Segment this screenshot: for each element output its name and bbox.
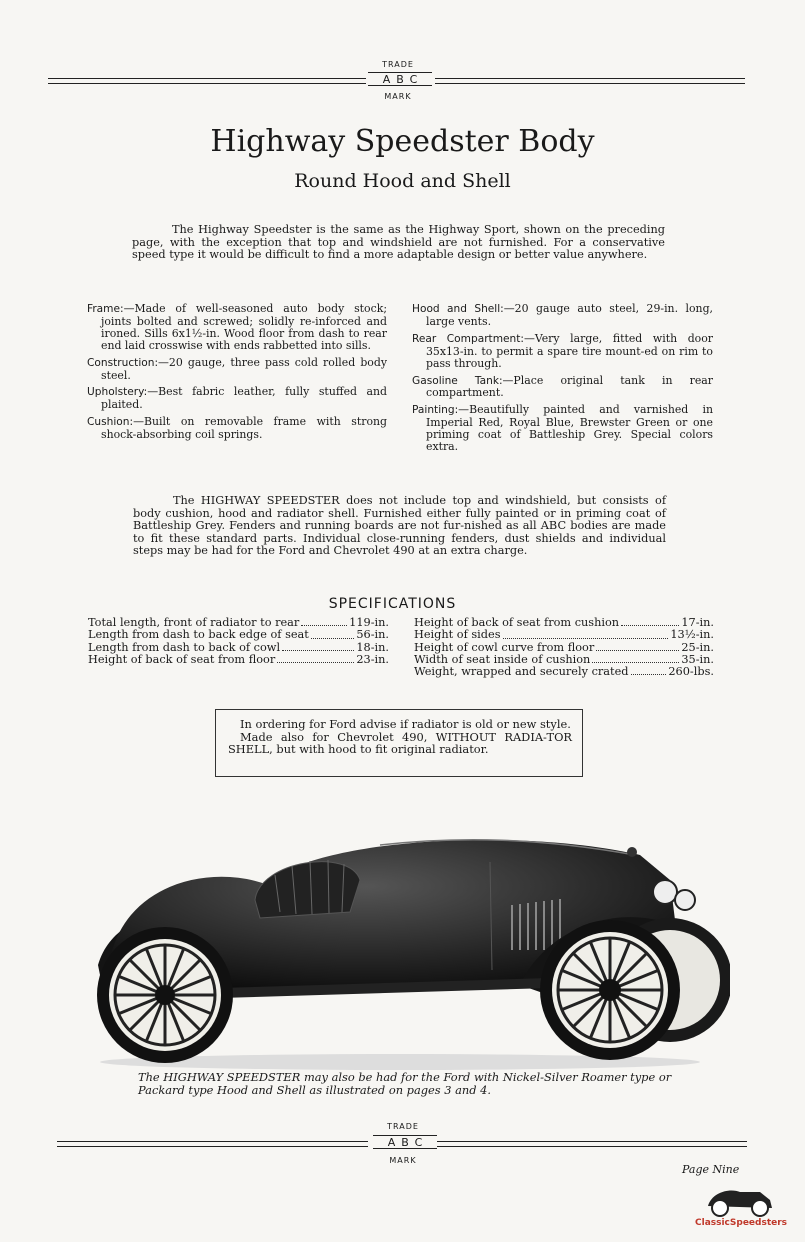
spec-label: Length from dash to back of cowl	[88, 640, 281, 654]
feature-term: Gasoline Tank:	[412, 374, 503, 387]
feature-item	[412, 404, 713, 453]
spec-value: 56-in.	[356, 628, 389, 642]
feature-term: Hood and Shell:	[412, 303, 504, 315]
feature-term: Painting:	[412, 404, 459, 417]
header-abc-logo: ABC	[368, 72, 432, 86]
spec-label: Weight, wrapped and securely crated	[414, 665, 629, 679]
spec-value: 13½-in.	[670, 628, 714, 642]
header-rule-left-bottom	[48, 83, 366, 84]
footer-rule-left-bottom	[57, 1146, 368, 1147]
spec-value: 35-in.	[681, 652, 714, 666]
ordering-note-line1: In ordering for Ford advise if radiator is old or new style.	[240, 717, 571, 731]
spec-label: Width of seat inside of cushion	[414, 652, 591, 666]
feature-item	[87, 303, 387, 352]
features-right-column	[412, 303, 713, 458]
spec-value: 119-in.	[349, 616, 389, 629]
header-rule-left-top	[48, 78, 366, 79]
header-mark-label: MARK	[384, 92, 412, 101]
spec-label: Height of back of seat from floor	[88, 652, 276, 666]
feature-text: —20 gauge auto steel, 29-in. long, large vents.	[426, 302, 713, 328]
feature-text: —Made of well-seasoned auto body stock; joints bolted and screwed; solidly re-inforced and ironed. Sills 6x1½-in. Wood floor from dash to rear end laid crosswise with ends rabbetted into sills.	[101, 302, 387, 352]
features-left-column	[87, 303, 387, 446]
speedster-illustration	[80, 800, 730, 1075]
feature-item	[87, 416, 387, 441]
header-rule-right-bottom	[435, 83, 745, 84]
watermark-text: ClassicSpeedsters	[695, 1218, 788, 1228]
footer-abc-logo: ABC	[373, 1135, 437, 1149]
header-trade-label: TRADE	[382, 60, 414, 69]
illustration-caption: The HIGHWAY SPEEDSTER may also be had for the Ford with Nickel-Silver Roamer type or Packard type Hood and Shell as illustrated on pages 3 and 4.	[138, 1070, 672, 1097]
spec-value: 17-in.	[681, 616, 714, 629]
front-wheel	[540, 920, 680, 1060]
feature-text: —20 gauge, three pass cold rolled body steel.	[101, 355, 387, 382]
feature-item	[412, 333, 713, 370]
footer-mark-label: MARK	[389, 1156, 417, 1165]
feature-term: Frame:	[87, 303, 124, 315]
spec-row	[88, 629, 389, 641]
page-number: Page Nine	[682, 1163, 740, 1176]
page-title: Highway Speedster Body	[210, 124, 595, 159]
spec-row	[88, 654, 389, 666]
footer-rule-left-top	[57, 1141, 368, 1142]
intro-paragraph	[132, 224, 665, 262]
specs-left-list	[88, 617, 389, 666]
spec-value: 23-in.	[356, 652, 389, 666]
spec-row	[414, 629, 714, 641]
watermark-car-icon	[700, 1180, 780, 1218]
spec-label: Height of cowl curve from floor	[414, 640, 595, 654]
spec-label: Height of back of seat from cushion	[414, 616, 620, 629]
footer-rule-right-bottom	[437, 1146, 747, 1147]
feature-term: Rear Compartment:	[412, 332, 524, 345]
feature-item	[412, 303, 713, 328]
feature-text: —Beautifully painted and varnished in Imperial Red, Royal Blue, Brewster Green or one priming coat of Battleship Grey. Special colors extra.	[426, 403, 713, 454]
intro-text: The Highway Speedster is the same as the Highway Sport, shown on the preceding page, with the exception that top and windshield are not furnished. For a conservative speed type it would be difficult to find a more adaptable design or better value anywhere.	[132, 223, 665, 262]
spec-value: 18-in.	[356, 640, 389, 654]
feature-text: —Very large, fitted with door 35x13-in. to permit a spare tire mount-ed on rim to pass through.	[426, 331, 713, 370]
description-paragraph	[133, 495, 666, 558]
spec-row	[414, 666, 714, 678]
spec-label: Height of sides	[414, 628, 501, 642]
feature-term: Cushion:	[87, 416, 134, 429]
ordering-note-box	[215, 709, 583, 777]
page-subtitle: Round Hood and Shell	[294, 170, 511, 192]
feature-item	[87, 357, 387, 382]
footer-rule-right-top	[437, 1141, 747, 1142]
specs-heading: SPECIFICATIONS	[328, 596, 457, 612]
rear-wheel	[97, 927, 233, 1063]
feature-term: Upholstery:	[87, 386, 148, 399]
specs-right-list	[414, 617, 714, 678]
feature-item	[87, 386, 387, 411]
spec-label: Total length, front of radiator to rear	[88, 616, 300, 629]
feature-term: Construction:	[87, 356, 159, 369]
spec-value: 25-in.	[681, 640, 714, 654]
spec-label: Length from dash to back edge of seat	[88, 628, 309, 642]
feature-text: —Place original tank in rear compartment.	[426, 373, 713, 400]
feature-text: —Best fabric leather, fully stuffed and plaited.	[101, 385, 387, 412]
ordering-note-line2: Made also for Chevrolet 490, WITHOUT RADIA-TOR SHELL, but with hood to fit original radiator.	[228, 729, 572, 756]
description-text: The HIGHWAY SPEEDSTER does not include top and windshield, but consists of body cushion, hood and radiator shell. Furnished either fully painted or in priming coat of Battleship Grey. Fenders and running boards are not fur-nished as all ABC bodies are made to fit these standard parts. Individual close-running fenders, dust shields and individual steps may be had for the Ford and Chevrolet 490 at an extra charge.	[133, 494, 666, 558]
feature-item	[412, 375, 713, 400]
footer-trade-label: TRADE	[387, 1122, 419, 1131]
spec-value: 260-lbs.	[668, 665, 714, 679]
feature-text: —Built on removable frame with strong shock-absorbing coil springs.	[101, 415, 387, 442]
header-rule-right-top	[435, 78, 745, 79]
